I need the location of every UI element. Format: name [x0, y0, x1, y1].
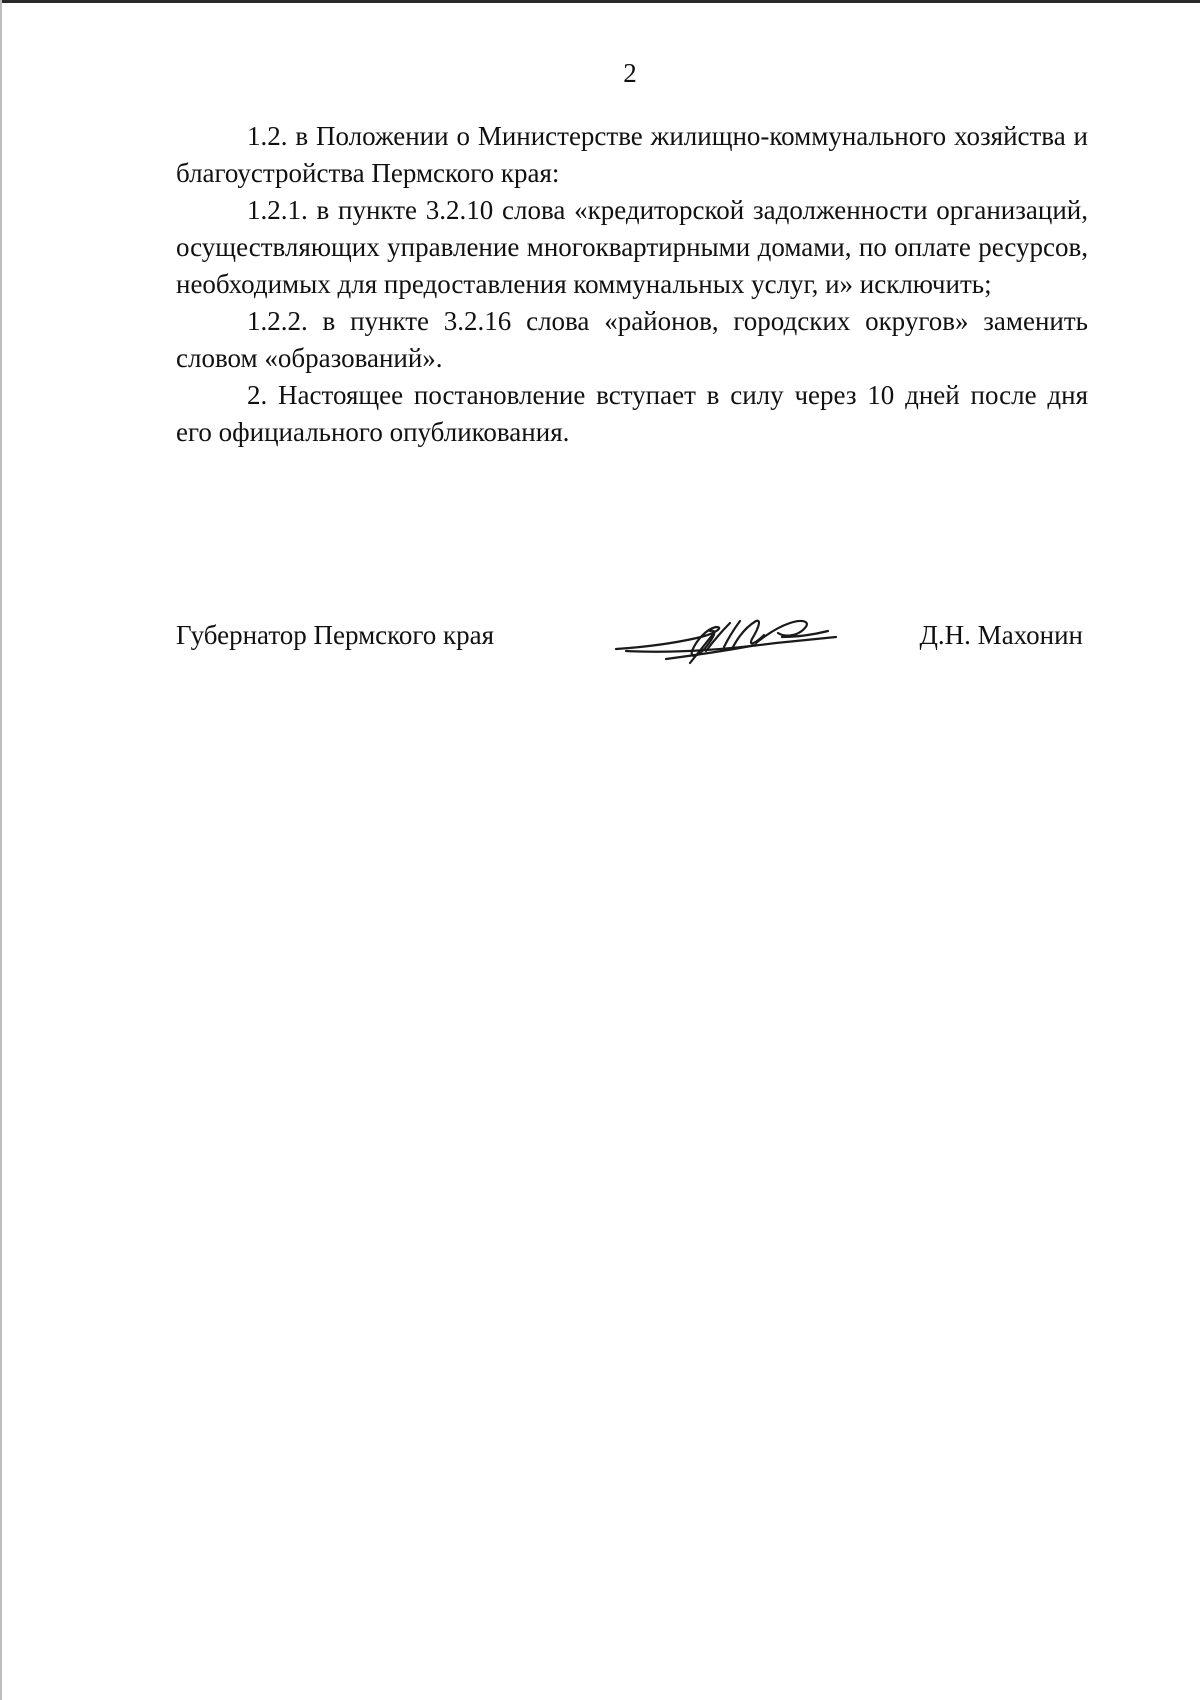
paragraph-2: 2. Настоящее постановление вступает в силу через 10 дней после дня его официального опубликования. [176, 380, 1088, 447]
scan-edge-left [0, 0, 2, 1700]
handwritten-signature [606, 607, 846, 677]
page-number: 2 [623, 58, 637, 88]
paragraph-1-2-2: 1.2.2. в пункте 3.2.16 слова «районов, городских округов» заменить словом «образований». [176, 306, 1088, 373]
document-body [176, 118, 1088, 451]
paragraph-1-2: 1.2. в Положении о Министерстве жилищно-коммунального хозяйства и благоустройства Пермского края: [176, 121, 1088, 188]
signatory-name: Д.Н. Махонин [919, 620, 1083, 650]
signatory-position: Губернатор Пермского края [176, 620, 495, 650]
paragraph-1-2-1: 1.2.1. в пункте 3.2.10 слова «кредиторской задолженности организаций, осуществляющих управление многоквартирными домами, по оплате ресурсов, необходимых для предоставления коммунальных услуг, и» исключить; [176, 195, 1088, 299]
scan-edge-top [0, 0, 1200, 3]
signature-block [176, 617, 1088, 667]
